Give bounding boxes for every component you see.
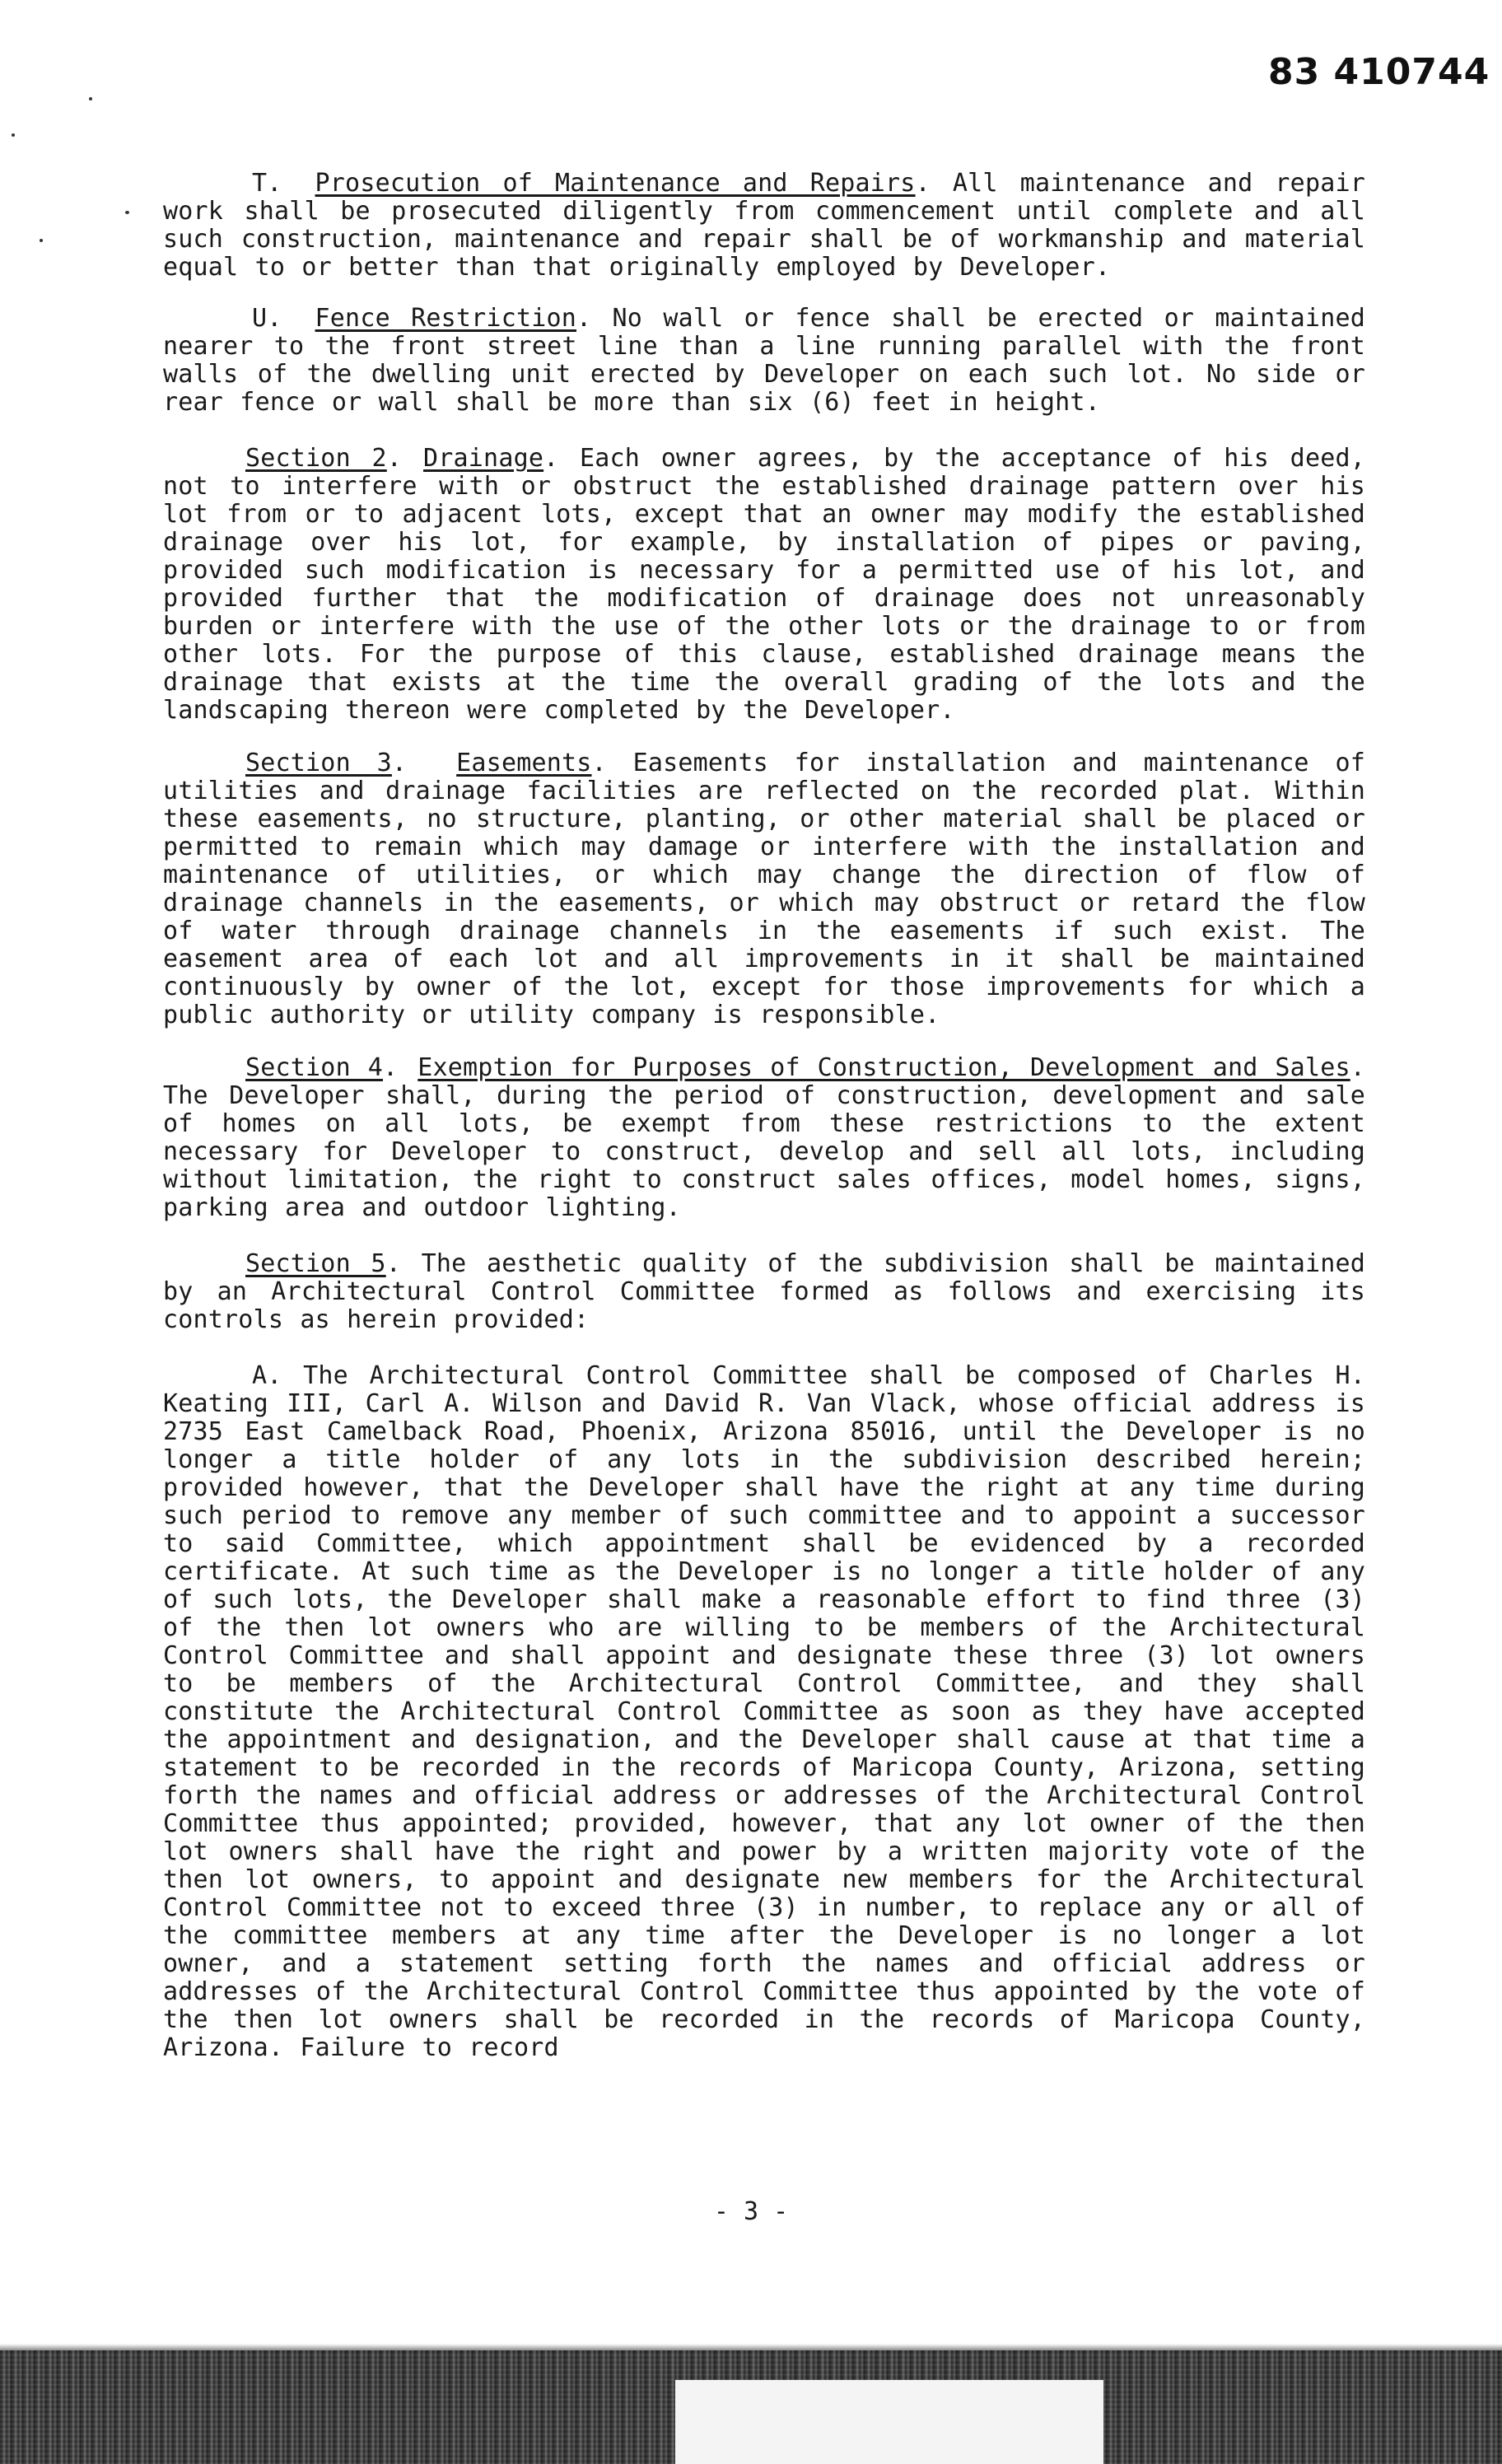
section-number: Section 4 [245,1053,383,1082]
section-body: . Easements for installation and maintenance of utilities and drainage facilities are reflected on the recorded plat. Within these easements, no structure, planting, or other material shall be placed or permitted to remain which may damage or interfere with the installation and maintenance of utilities, or which may change the direction of flow of drainage channels in the easements, or which may obstruct or retard the flow of water through drainage channels in the easements if such exist. The easement area of each lot and all improvements in it shall be maintained continuously by owner of the lot, except for those improvements for which a public authority or utility company is responsible. [163,749,1365,1029]
section-separator: . [391,749,408,777]
section-5 [163,1250,1365,1334]
paragraph-label: T. [252,169,282,198]
subsection-body: A. The Architectural Control Committee shall be composed of Charles H. Keating III, Carl A. Wilson and David R. Van Vlack, whose official address is 2735 East Camelback Road, Phoenix, Arizona 85016, until the Developer is no longer a title holder of any lots in the subdivision described herein; provided however, that the Developer shall have the right at any time during such period to remove any member of such committee and to appoint a successor to said Committee, which appointment shall be evidenced by a recorded certificate. At such time as the Developer is no longer a title holder of any of such lots, the Developer shall make a reasonable effort to find three (3) of the then lot owners who are willing to be members of the Architectural Control Committee and shall appoint and designate these three (3) lot owners to be members of the Architectural Control Committee, and they shall constitute the Architectural Control Committee as soon as they have accepted the appointment and designation, and the Developer shall cause at that time a statement to be recorded in the records of Maricopa County, Arizona, setting forth the names and official address or addresses of the Architectural Control Committee thus appointed; provided, however, that any lot owner of the then lot owners shall have the right and power by a written majority vote of the then lot owners, to appoint and designate new members for the Architectural Control Committee not to exceed three (3) in number, to replace any or all of the committee members at any time after the Developer is no longer a lot owner, and a statement setting forth the names and official address or addresses of the Architectural Control Committee thus appointed by the vote of the then lot owners shall be recorded in the records of Maricopa County, Arizona. Failure to record [163,1361,1365,2062]
section-3 [163,749,1365,1029]
section-body: . Each owner agrees, by the acceptance of his deed, not to interfere with or obstruct the established drainage pattern over his lot from or to adjacent lots, except that an owner may modify the established drainage over his lot, for example, by installation of pipes or paving, provided such modification is necessary for a permitted use of his lot, and provided further that the modification of drainage does not unreasonably burden or interfere with the use of the other lots or the drainage to or from other lots. For the purpose of this clause, established drainage means the drainage that exists at the time the overall grading of the lots and the landscaping thereon were completed by the Developer. [163,444,1365,725]
section-heading: Exemption for Purposes of Construction, Development and Sales [417,1053,1350,1082]
section-separator: . [383,1053,399,1082]
recording-number: 83 410744 [1268,51,1490,93]
paragraph-heading: Fence Restriction [315,304,576,333]
paragraph-body: . No wall or fence shall be erected or maintained nearer to the front street line than a line running parallel with the front walls of the dwelling unit erected by Developer on each such lot. No side or rear fence or wall shall be more than six (6) feet in height. [163,304,1365,417]
scan-speck [40,239,43,242]
section-heading: Drainage [423,444,544,473]
paragraph-body: . All maintenance and repair work shall be prosecuted diligently from commencement until complete and all such construction, maintenance and repair shall be of workmanship and material equal to or better than that originally employed by Developer. [163,169,1365,282]
section-number: Section 5 [245,1249,386,1278]
scan-speck [125,211,129,214]
section-separator: . [386,444,403,473]
paragraph-heading: Prosecution of Maintenance and Repairs [315,169,916,198]
paragraph-t [163,170,1365,282]
section-number: Section 2 [245,444,387,473]
scan-speck [12,133,15,137]
scan-light-patch [675,2380,1103,2464]
section-heading: Easements [456,749,592,777]
section-number: Section 3 [245,749,392,777]
page-number: - 3 - [713,2197,789,2226]
subsection-a [163,1362,1365,2062]
section-2 [163,445,1365,725]
section-4 [163,1054,1365,1222]
section-body: . The Developer shall, during the period of construction, development and sale of homes on all lots, be exempt from these restrictions to the extent necessary for Developer to construct, develop and sell all lots, including without limitation, the right to construct sales offices, model homes, signs, parking area and outdoor lighting. [163,1053,1365,1222]
scan-speck [89,97,92,100]
paragraph-u [163,305,1365,417]
section-body: . The aesthetic quality of the subdivision shall be maintained by an Architectural Control Committee formed as follows and exercising its controls as herein provided: [163,1249,1365,1334]
paragraph-label: U. [252,304,282,333]
